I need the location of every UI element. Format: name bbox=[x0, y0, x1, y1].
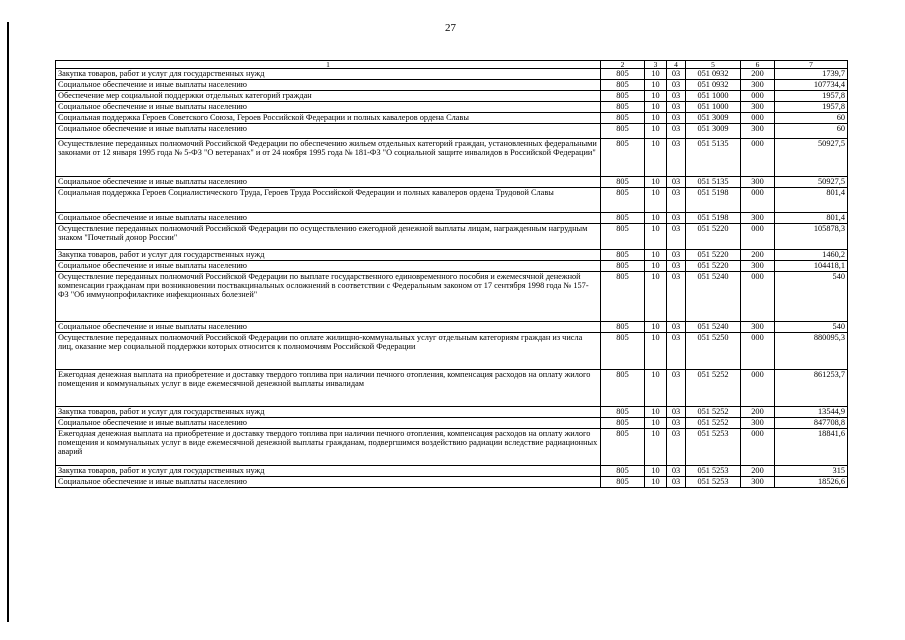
cell-expense-type: 000 bbox=[741, 333, 775, 370]
cell-subsection: 03 bbox=[667, 177, 686, 188]
cell-ministry: 805 bbox=[601, 139, 645, 177]
cell-ministry: 805 bbox=[601, 69, 645, 80]
cell-expense-type: 000 bbox=[741, 113, 775, 124]
cell-section: 10 bbox=[645, 124, 667, 139]
cell-section: 10 bbox=[645, 80, 667, 91]
cell-expense-type: 300 bbox=[741, 261, 775, 272]
cell-target-article: 051 0932 bbox=[686, 80, 741, 91]
cell-name: Закупка товаров, работ и услуг для государственных нужд bbox=[56, 407, 601, 418]
header-cell-expense-type: 6 bbox=[741, 61, 775, 69]
cell-subsection: 03 bbox=[667, 429, 686, 466]
cell-section: 10 bbox=[645, 102, 667, 113]
cell-expense-type: 300 bbox=[741, 213, 775, 224]
cell-name: Социальное обеспечение и иные выплаты населению bbox=[56, 418, 601, 429]
cell-name: Ежегодная денежная выплата на приобретение и доставку твердого топлива при наличии печного отопления, компенсация расходов на оплату жилого помещения и коммунальных услуг в виде ежемесячной денежной выплаты гражданам, подвергшимся воздействию радиации вследствие радиационных аварий bbox=[56, 429, 601, 466]
cell-section: 10 bbox=[645, 69, 667, 80]
cell-ministry: 805 bbox=[601, 188, 645, 213]
cell-amount: 801,4 bbox=[775, 188, 848, 213]
cell-expense-type: 200 bbox=[741, 69, 775, 80]
cell-target-article: 051 3009 bbox=[686, 113, 741, 124]
table-row bbox=[56, 177, 848, 188]
cell-name: Закупка товаров, работ и услуг для государственных нужд bbox=[56, 69, 601, 80]
cell-ministry: 805 bbox=[601, 124, 645, 139]
cell-amount: 861253,7 bbox=[775, 370, 848, 407]
cell-ministry: 805 bbox=[601, 224, 645, 250]
page-number: 27 bbox=[445, 22, 456, 34]
cell-ministry: 805 bbox=[601, 322, 645, 333]
cell-target-article: 051 1000 bbox=[686, 91, 741, 102]
cell-subsection: 03 bbox=[667, 188, 686, 213]
cell-amount: 1957,8 bbox=[775, 91, 848, 102]
cell-target-article: 051 5253 bbox=[686, 429, 741, 466]
cell-ministry: 805 bbox=[601, 466, 645, 477]
cell-section: 10 bbox=[645, 272, 667, 322]
cell-expense-type: 000 bbox=[741, 224, 775, 250]
cell-section: 10 bbox=[645, 113, 667, 124]
cell-name: Социальное обеспечение и иные выплаты населению bbox=[56, 124, 601, 139]
cell-expense-type: 200 bbox=[741, 466, 775, 477]
cell-name: Социальная поддержка Героев Социалистического Труда, Героев Труда Российской Федерации и полных кавалеров ордена Трудовой Славы bbox=[56, 188, 601, 213]
cell-amount: 13544,9 bbox=[775, 407, 848, 418]
cell-expense-type: 300 bbox=[741, 477, 775, 488]
page-margin-line bbox=[7, 22, 9, 622]
table-row bbox=[56, 188, 848, 213]
table-row bbox=[56, 250, 848, 261]
cell-section: 10 bbox=[645, 177, 667, 188]
cell-section: 10 bbox=[645, 261, 667, 272]
cell-subsection: 03 bbox=[667, 113, 686, 124]
cell-target-article: 051 5135 bbox=[686, 139, 741, 177]
cell-ministry: 805 bbox=[601, 113, 645, 124]
cell-name: Социальная поддержка Героев Советского Союза, Героев Российской Федерации и полных кавалеров ордена Славы bbox=[56, 113, 601, 124]
budget-table bbox=[55, 60, 848, 488]
cell-target-article: 051 0932 bbox=[686, 69, 741, 80]
cell-expense-type: 300 bbox=[741, 418, 775, 429]
header-cell-section: 3 bbox=[645, 61, 667, 69]
cell-target-article: 051 3009 bbox=[686, 124, 741, 139]
cell-name: Закупка товаров, работ и услуг для государственных нужд bbox=[56, 250, 601, 261]
cell-amount: 1957,8 bbox=[775, 102, 848, 113]
cell-name: Ежегодная денежная выплата на приобретение и доставку твердого топлива при наличии печного отопления, компенсация расходов на оплату жилого помещения и коммунальных услуг в виде ежемесячной денежной выплаты инвалидам bbox=[56, 370, 601, 407]
cell-target-article: 051 5253 bbox=[686, 466, 741, 477]
cell-section: 10 bbox=[645, 91, 667, 102]
cell-target-article: 051 5220 bbox=[686, 250, 741, 261]
cell-subsection: 03 bbox=[667, 69, 686, 80]
cell-section: 10 bbox=[645, 250, 667, 261]
header-cell-target-article: 5 bbox=[686, 61, 741, 69]
cell-ministry: 805 bbox=[601, 102, 645, 113]
cell-name: Социальное обеспечение и иные выплаты населению bbox=[56, 261, 601, 272]
cell-section: 10 bbox=[645, 477, 667, 488]
cell-expense-type: 300 bbox=[741, 322, 775, 333]
cell-name: Осуществление переданных полномочий Российской Федерации по оплате жилищно-коммунальных услуг отдельным категориям граждан из числа лиц, оказание мер социальной поддержки которых относится к полномочиям Российской Федерации bbox=[56, 333, 601, 370]
table-row bbox=[56, 407, 848, 418]
cell-name: Закупка товаров, работ и услуг для государственных нужд bbox=[56, 466, 601, 477]
table-row bbox=[56, 213, 848, 224]
cell-target-article: 051 5135 bbox=[686, 177, 741, 188]
cell-amount: 107734,4 bbox=[775, 80, 848, 91]
cell-expense-type: 000 bbox=[741, 139, 775, 177]
cell-target-article: 051 5240 bbox=[686, 322, 741, 333]
cell-amount: 105878,3 bbox=[775, 224, 848, 250]
cell-section: 10 bbox=[645, 322, 667, 333]
table-row bbox=[56, 102, 848, 113]
cell-subsection: 03 bbox=[667, 91, 686, 102]
cell-subsection: 03 bbox=[667, 477, 686, 488]
cell-name: Социальное обеспечение и иные выплаты населению bbox=[56, 177, 601, 188]
table-row bbox=[56, 139, 848, 177]
cell-ministry: 805 bbox=[601, 370, 645, 407]
cell-amount: 60 bbox=[775, 113, 848, 124]
table-row bbox=[56, 477, 848, 488]
cell-section: 10 bbox=[645, 213, 667, 224]
table-row bbox=[56, 91, 848, 102]
cell-name: Социальное обеспечение и иные выплаты населению bbox=[56, 102, 601, 113]
cell-subsection: 03 bbox=[667, 333, 686, 370]
cell-target-article: 051 5198 bbox=[686, 213, 741, 224]
cell-amount: 18841,6 bbox=[775, 429, 848, 466]
cell-subsection: 03 bbox=[667, 80, 686, 91]
cell-section: 10 bbox=[645, 224, 667, 250]
cell-subsection: 03 bbox=[667, 418, 686, 429]
cell-amount: 1460,2 bbox=[775, 250, 848, 261]
cell-ministry: 805 bbox=[601, 333, 645, 370]
table-row bbox=[56, 272, 848, 322]
table-row bbox=[56, 466, 848, 477]
cell-subsection: 03 bbox=[667, 124, 686, 139]
cell-subsection: 03 bbox=[667, 102, 686, 113]
cell-subsection: 03 bbox=[667, 139, 686, 177]
cell-subsection: 03 bbox=[667, 213, 686, 224]
header-cell-amount: 7 bbox=[775, 61, 848, 69]
cell-amount: 801,4 bbox=[775, 213, 848, 224]
table-row bbox=[56, 69, 848, 80]
cell-target-article: 051 5198 bbox=[686, 188, 741, 213]
cell-subsection: 03 bbox=[667, 261, 686, 272]
table-row bbox=[56, 113, 848, 124]
cell-amount: 104418,1 bbox=[775, 261, 848, 272]
cell-target-article: 051 5252 bbox=[686, 407, 741, 418]
cell-ministry: 805 bbox=[601, 418, 645, 429]
cell-amount: 50927,5 bbox=[775, 139, 848, 177]
cell-target-article: 051 5250 bbox=[686, 333, 741, 370]
cell-amount: 540 bbox=[775, 322, 848, 333]
cell-section: 10 bbox=[645, 370, 667, 407]
cell-subsection: 03 bbox=[667, 224, 686, 250]
cell-section: 10 bbox=[645, 333, 667, 370]
cell-ministry: 805 bbox=[601, 177, 645, 188]
cell-expense-type: 200 bbox=[741, 250, 775, 261]
cell-subsection: 03 bbox=[667, 322, 686, 333]
cell-name: Социальное обеспечение и иные выплаты населению bbox=[56, 477, 601, 488]
cell-expense-type: 000 bbox=[741, 188, 775, 213]
table-row bbox=[56, 370, 848, 407]
table-row bbox=[56, 261, 848, 272]
table-row bbox=[56, 124, 848, 139]
cell-name: Осуществление переданных полномочий Российской Федерации по выплате государственного единовременного пособия и ежемесячной денежной компенсации гражданам при возникновении поствакцинальных осложнений в соответствии с Федеральным законом от 17 сентября 1998 года № 157-ФЗ "Об иммунопрофилактике инфекционных болезней" bbox=[56, 272, 601, 322]
cell-ministry: 805 bbox=[601, 272, 645, 322]
cell-name: Осуществление переданных полномочий Российской Федерации по обеспечению жильем отдельных категорий граждан, установленных федеральными законами от 12 января 1995 года № 5-ФЗ "О ветеранах" и от 24 ноября 1995 года № 181-ФЗ "О социальной защите инвалидов в Российской Федерации" bbox=[56, 139, 601, 177]
cell-target-article: 051 5252 bbox=[686, 418, 741, 429]
cell-target-article: 051 5220 bbox=[686, 261, 741, 272]
cell-amount: 1739,7 bbox=[775, 69, 848, 80]
cell-target-article: 051 1000 bbox=[686, 102, 741, 113]
cell-ministry: 805 bbox=[601, 80, 645, 91]
header-cell-name: 1 bbox=[56, 61, 601, 69]
cell-expense-type: 000 bbox=[741, 429, 775, 466]
table-header-row bbox=[56, 61, 848, 69]
cell-amount: 50927,5 bbox=[775, 177, 848, 188]
cell-amount: 847708,8 bbox=[775, 418, 848, 429]
cell-subsection: 03 bbox=[667, 272, 686, 322]
cell-expense-type: 000 bbox=[741, 91, 775, 102]
cell-amount: 60 bbox=[775, 124, 848, 139]
cell-amount: 18526,6 bbox=[775, 477, 848, 488]
cell-expense-type: 300 bbox=[741, 177, 775, 188]
cell-section: 10 bbox=[645, 429, 667, 466]
header-cell-subsection: 4 bbox=[667, 61, 686, 69]
cell-name: Социальное обеспечение и иные выплаты населению bbox=[56, 80, 601, 91]
cell-section: 10 bbox=[645, 188, 667, 213]
table-row bbox=[56, 333, 848, 370]
cell-expense-type: 300 bbox=[741, 80, 775, 91]
header-cell-ministry: 2 bbox=[601, 61, 645, 69]
cell-expense-type: 300 bbox=[741, 124, 775, 139]
cell-ministry: 805 bbox=[601, 407, 645, 418]
cell-ministry: 805 bbox=[601, 429, 645, 466]
cell-amount: 315 bbox=[775, 466, 848, 477]
cell-name: Осуществление переданных полномочий Российской Федерации по осуществлению ежегодной денежной выплаты лицам, награжденным нагрудным знаком "Почетный донор России" bbox=[56, 224, 601, 250]
table-row bbox=[56, 418, 848, 429]
cell-target-article: 051 5252 bbox=[686, 370, 741, 407]
cell-name: Обеспечение мер социальной поддержки отдельных категорий граждан bbox=[56, 91, 601, 102]
cell-section: 10 bbox=[645, 418, 667, 429]
table-row bbox=[56, 80, 848, 91]
cell-subsection: 03 bbox=[667, 407, 686, 418]
cell-expense-type: 200 bbox=[741, 407, 775, 418]
cell-subsection: 03 bbox=[667, 250, 686, 261]
table-row bbox=[56, 322, 848, 333]
cell-expense-type: 000 bbox=[741, 272, 775, 322]
cell-target-article: 051 5220 bbox=[686, 224, 741, 250]
cell-section: 10 bbox=[645, 466, 667, 477]
cell-name: Социальное обеспечение и иные выплаты населению bbox=[56, 213, 601, 224]
cell-amount: 540 bbox=[775, 272, 848, 322]
table-row bbox=[56, 224, 848, 250]
cell-section: 10 bbox=[645, 139, 667, 177]
cell-name: Социальное обеспечение и иные выплаты населению bbox=[56, 322, 601, 333]
cell-ministry: 805 bbox=[601, 213, 645, 224]
cell-subsection: 03 bbox=[667, 466, 686, 477]
cell-section: 10 bbox=[645, 407, 667, 418]
cell-ministry: 805 bbox=[601, 261, 645, 272]
cell-ministry: 805 bbox=[601, 477, 645, 488]
cell-target-article: 051 5253 bbox=[686, 477, 741, 488]
cell-expense-type: 000 bbox=[741, 370, 775, 407]
cell-ministry: 805 bbox=[601, 91, 645, 102]
cell-expense-type: 300 bbox=[741, 102, 775, 113]
cell-ministry: 805 bbox=[601, 250, 645, 261]
cell-amount: 880095,3 bbox=[775, 333, 848, 370]
table-row bbox=[56, 429, 848, 466]
cell-subsection: 03 bbox=[667, 370, 686, 407]
cell-target-article: 051 5240 bbox=[686, 272, 741, 322]
